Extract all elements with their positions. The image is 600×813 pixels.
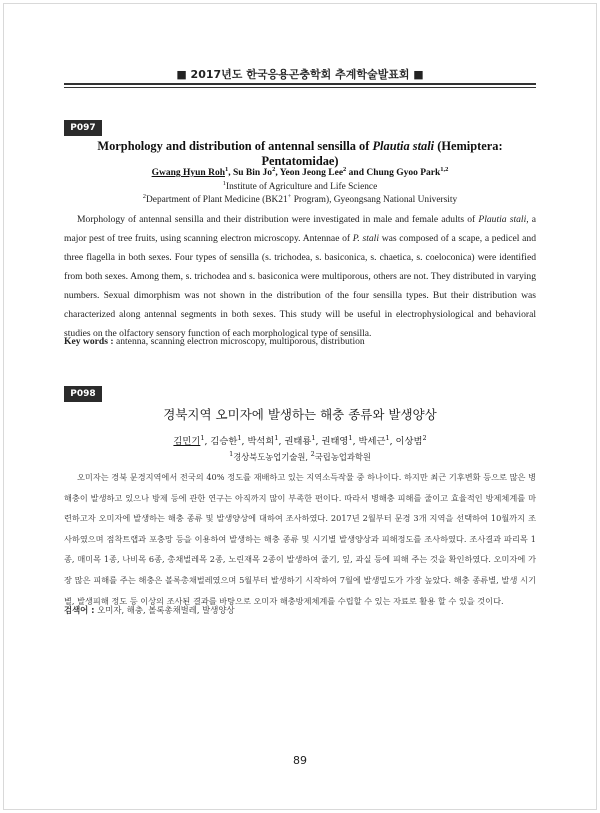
author-sup: 1 [385, 433, 390, 442]
affiliation-p098 [64, 450, 536, 463]
author-separator: , [228, 168, 233, 179]
author-sup: 1 [348, 433, 353, 442]
author-separator: and [346, 168, 367, 179]
affil-text: Institute of Agriculture and Life Science [226, 182, 378, 193]
keywords-p098 [64, 604, 536, 616]
keywords-text: antenna, scanning electron microscopy, multiporous, distribution [113, 336, 365, 347]
species-name: Plautia stali, [478, 214, 529, 225]
conference-header: ■ 2017년도 한국응용곤충학회 추계학술발표회 ■ [176, 68, 424, 81]
author-name: 권태룡 [284, 436, 312, 447]
abstract-body-p098: 오미자는 경북 문경지역에서 전국의 40% 정도를 재배하고 있는 지역소득작물 중 하나이다. 하지만 최근 기후변화 등으로 많은 병해충이 발생하고 있으나 방제 등에 관한 연구는 아직까지 많이 부족한 편이다. 따라서 병해충 피해를 줄이고 효율적인 방제체계를 마련하고자 오미자에 발생하는 해충 종류 및 발생양상에 대하여 조사하였다. 2017년 2월부터 문경 3개 지역을 선택하여 10월까지 조사하였으며 점착트랩과 포충망 등을 이용하여 발생하는 해충 종류 및 시기별 발생양상과 피해정도를 조사하였다. 조사결과 파리목 1종, 매미목 1종, 나비목 6종, 총채벌레목 2종, 노린재목 2종이 발생하여 줄기, 잎, 과실 등에 피해 주는 것을 확인하였다. 오미자에 가장 많은 피해를 주는 해충은 볼록총채벌레였으며 5월부터 발생하기 시작하여 7월에 발생밀도가 가장 높았다. 해충 종류별, 발생 시기별, 발생피해 정도 등 이상의 조사된 결과를 바탕으로 오미자 해충방제체계를 수립할 수 있는 자료로 활용 할 수 있을 것이다. [64, 472, 536, 606]
keywords-label: Key words : [64, 336, 114, 347]
affil-text: Program), Gyeongsang National University [291, 195, 458, 206]
affil-sup: 2 [310, 450, 315, 458]
header-rule-thin [64, 87, 536, 88]
author-name: 김승한 [210, 436, 238, 447]
keywords-text: 오미자, 해충, 볼록총채벌레, 발생양상 [94, 605, 235, 615]
author-separator: , [315, 436, 322, 447]
abstract-text: Morphology of antennal sensilla and their distribution were investigated in male and female adults of [77, 214, 479, 225]
affiliation-1-p097 [64, 180, 536, 192]
title-pre: Morphology and distribution of antennal sensilla of [97, 139, 373, 153]
title-post: (Hemiptera: Pentatomidae) [261, 139, 503, 168]
author-sup: 1 [224, 166, 229, 173]
author-name: Chung Gyoo Park [366, 168, 441, 179]
author-sup: 1 [237, 433, 242, 442]
abstract-text: a major pest of tree fruits, using scanning electron microscopy. Antennae of [64, 214, 536, 244]
author-name: 김민기 [173, 436, 201, 447]
author-sup: 1 [311, 433, 316, 442]
abstract-badge-p098: P098 [64, 386, 102, 402]
author-sup: 2 [343, 166, 347, 173]
author-separator: , [275, 168, 280, 179]
author-sup: 2 [422, 433, 427, 442]
abstract-text: was composed of a scape, a pedicel and three flagella in both sexes. Four types of sensilla (s. trichodea, s. basiconica, s. chaetica, s. coeloconica) were identified from both sexes. Among them, s. trichodea and s. basiconica were multiporous, others are not. They distributed in varying numbers. Sexual dimorphism was not shown in the distribution of the four sensilla types. But their distribution was characterized along antennal segments in both sexes. This study will be useful in electrophysiological and behavioral studies on the olfactory sensory function of each morphological type of sensilla. [64, 233, 536, 339]
abstract-title-p098: 경북지역 오미자에 발생하는 해충 종류와 발생양상 [163, 407, 437, 422]
abstract-badge-p097: P097 [64, 120, 102, 136]
affil-text: Department of Plant Medicine (BK21 [146, 195, 288, 206]
author-separator: , [389, 436, 396, 447]
affil-sup: + [287, 193, 292, 200]
keywords-p097 [64, 336, 536, 347]
abstract-body-p097 [64, 210, 536, 343]
page-number: 89 [293, 754, 307, 767]
author-sup: 2 [272, 166, 276, 173]
author-separator: , [352, 436, 359, 447]
author-name: 박석희 [247, 436, 275, 447]
author-name: 박세근 [358, 436, 386, 447]
author-separator: , [241, 436, 248, 447]
author-name: Gwang Hyun Roh [151, 168, 225, 179]
affiliation-2-p097 [64, 193, 536, 205]
species-name: P. stali [352, 233, 380, 244]
author-name: Su Bin Jo [232, 168, 273, 179]
affil-text: 국립농업과학원 [314, 451, 371, 462]
title-species: Plautia stali [372, 139, 435, 153]
author-name: 이상범 [395, 436, 423, 447]
header-rule [64, 83, 536, 85]
affil-sup: 1 [229, 450, 234, 458]
author-sup: 1 [274, 433, 279, 442]
affil-sup: 2 [142, 193, 147, 200]
author-list-p098 [64, 433, 536, 447]
author-list-p097 [64, 166, 536, 178]
keywords-label: 검색어 : [64, 605, 95, 615]
author-separator: , [204, 436, 211, 447]
abstract-title-p097 [64, 139, 536, 169]
affil-text: 경상북도농업기술원, [233, 451, 311, 462]
author-sup: 1,2 [440, 166, 449, 173]
author-name: 권태영 [321, 436, 349, 447]
author-name: Yeon Jeong Lee [279, 168, 344, 179]
author-separator: , [278, 436, 285, 447]
affil-sup: 1 [222, 180, 226, 187]
author-sup: 1 [200, 433, 205, 442]
